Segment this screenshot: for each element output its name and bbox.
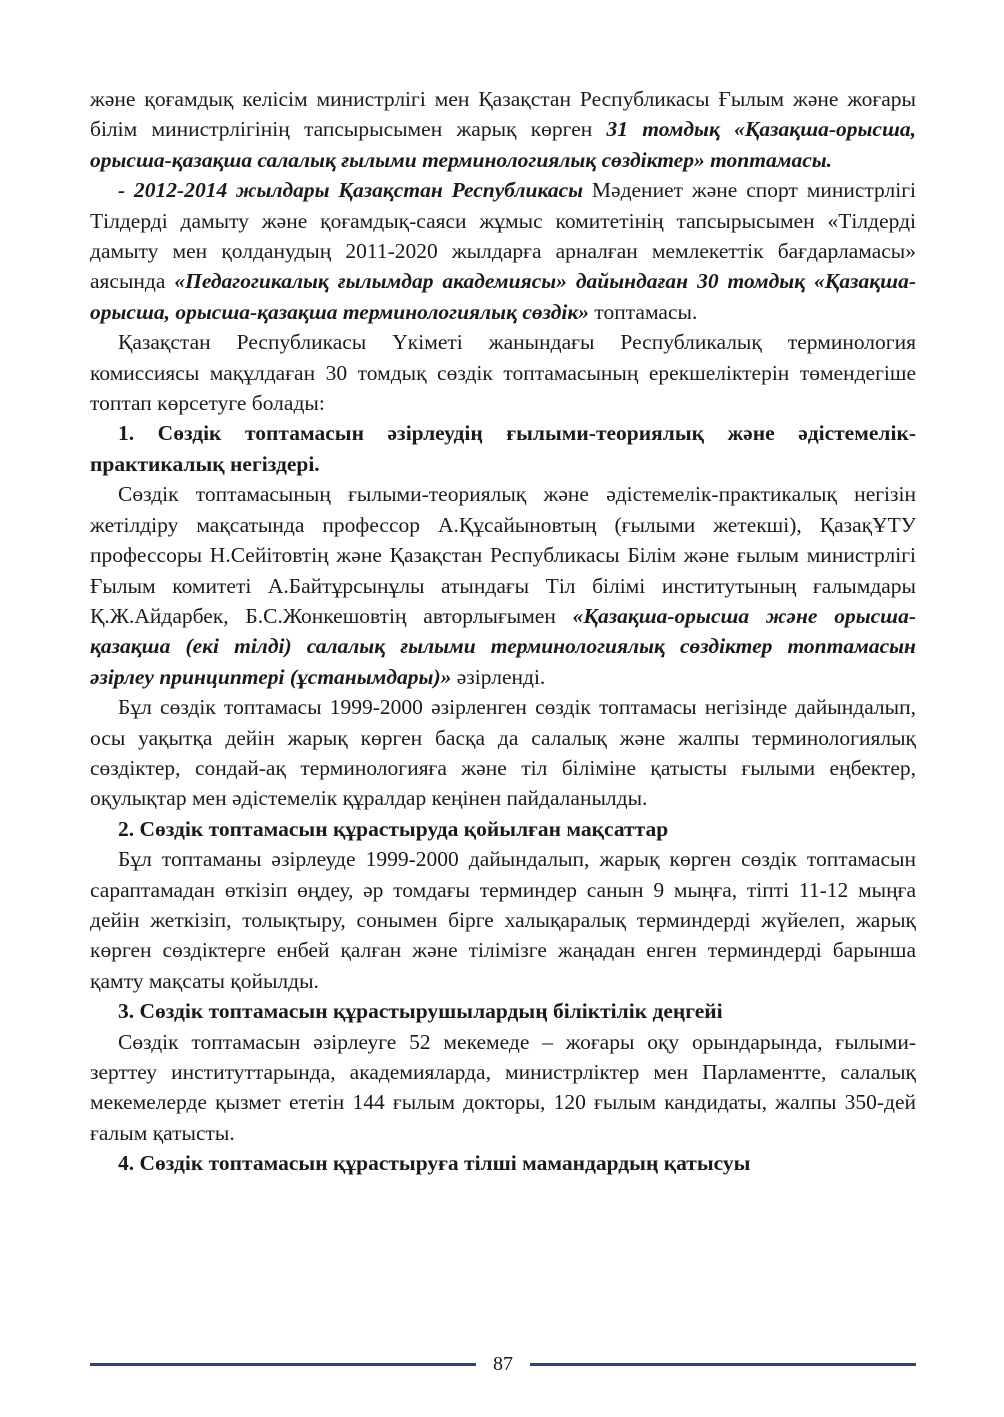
heading-text: 4. Сөздік топтамасын құрастыруға тілші мамандардың қатысуы [118, 1151, 751, 1176]
paragraph-text: Бұл топтаманы әзірлеуде 1999-2000 дайындалып, жарық көрген сөздік топтамасын сараптамадан өткізіп өңдеу, әр томдағы терминдер санын 9 мыңға, тіпті 11-12 мыңға дейін жеткізіп, толықтыру, сонымен бірге халықаралық терминдерді жүйелеп, жарық көрген сөздіктерге енбей қалған және тілімізге жаңадан енген терминдерді барынша қамту мақсаты қойылды. [90, 847, 916, 993]
paragraph-text: Сөздік топтамасын әзірлеуге 52 мекемеде – жоғары оқу орындарында, ғылыми-зерттеу институттарында, академияларда, министрліктер мен Парламентте, салалық мекемелерде қызмет ететін 144 ғылым докторы, 120 ғылым кандидаты, жалпы 350-дей ғалым қатысты. [90, 1029, 916, 1145]
bold-italic-text: «Қазақша-орысша және орысша-қазақша (екі тілді) салалық ғылыми терминологиялық сөздіктер топтамасын әзірлеу принциптері (ұстанымдары)» [90, 603, 916, 689]
paragraph-text: топтамасы. [589, 299, 698, 324]
paragraph [90, 84, 916, 175]
paragraph-text: Мәдениет және спорт министрлігі Тілдерді дамыту және қоғамдық-саяси жұмыс комитетінің тапсырысымен «Тілдерді дамыту мен қолданудың 2011-2020 жылдарға арналған мемлекеттік бағдарламасы» аясында [90, 178, 917, 294]
paragraph-text: және қоғамдық келісім министрлігі мен Қазақстан Республикасы Ғылым және жоғары білім министрлігінің тапсырысымен жарық көрген [90, 87, 916, 142]
section-heading [90, 1148, 916, 1178]
paragraph-text: әзірленді. [451, 664, 546, 689]
section-heading [90, 996, 916, 1026]
paragraph-text: Сөздік топтамасының ғылыми-теориялық және әдістемелік-практикалық негізін жетілдіру мақсатында профессор А.Құсайыновтың (ғылыми жетекші), ҚазақҰТУ профессоры Н.Сейітовтің және Қазақстан Республикасы Білім және ғылым министрлігі Ғылым комитеті А.Байтұрсынұлы атындағы Тіл білімі институтының ғалымдары Қ.Ж.Айдарбек, Б.С.Жонкешовтің авторлығымен [90, 482, 916, 628]
bold-italic-text: «Педагогикалық ғылымдар академиясы» дайындаған 30 томдық «Қазақша-орысша, орысша-қазақша терминологиялық сөздік» [90, 269, 916, 324]
heading-text: 3. Сөздік топтамасын құрастырушылардың біліктілік деңгейі [118, 999, 723, 1024]
paragraph [90, 327, 916, 418]
paragraph-text: Қазақстан Республикасы Үкіметі жанындағы Республикалық терминология комиссиясы мақұлдаған 30 томдық сөздік топтамасының ерекшеліктерін төмендегіше топтап көрсетуге болады: [90, 330, 916, 416]
paragraph [90, 1027, 916, 1149]
paragraph-text: Бұл сөздік топтамасы 1999-2000 әзірленген сөздік топтамасы негізінде дайындалып, осы уақытқа дейін жарық көрген басқа да салалық және жалпы терминологиялық сөздіктер, сондай-ақ терминологияға және тіл біліміне қатысты ғылыми еңбектер, оқулықтар мен әдістемелік құралдар кеңінен пайдаланылды. [90, 695, 916, 811]
section-heading [90, 814, 916, 844]
heading-text: 1. Сөздік топтамасын әзірлеудің ғылыми-теориялық және әдістемелік-практикалық негіздері. [90, 421, 916, 476]
section-heading [90, 418, 916, 479]
heading-text: 2. Сөздік топтамасын құрастыруда қойылған мақсаттар [118, 816, 669, 841]
paragraph [90, 175, 916, 327]
page-body [90, 84, 916, 1179]
paragraph [90, 692, 916, 814]
bold-italic-text: 31 томдық «Қазақша-орысша, орысша-қазақша салалық ғылыми терминологиялық сөздіктер» топтамасы. [90, 117, 917, 172]
footer-rule-right [530, 1363, 916, 1366]
page-footer [90, 1350, 916, 1380]
bold-italic-text: - 2012-2014 жылдары Қазақстан Республикасы [118, 178, 584, 203]
footer-rule-left [90, 1363, 476, 1366]
paragraph [90, 844, 916, 996]
page-number: 87 [493, 1353, 513, 1375]
paragraph [90, 479, 916, 692]
